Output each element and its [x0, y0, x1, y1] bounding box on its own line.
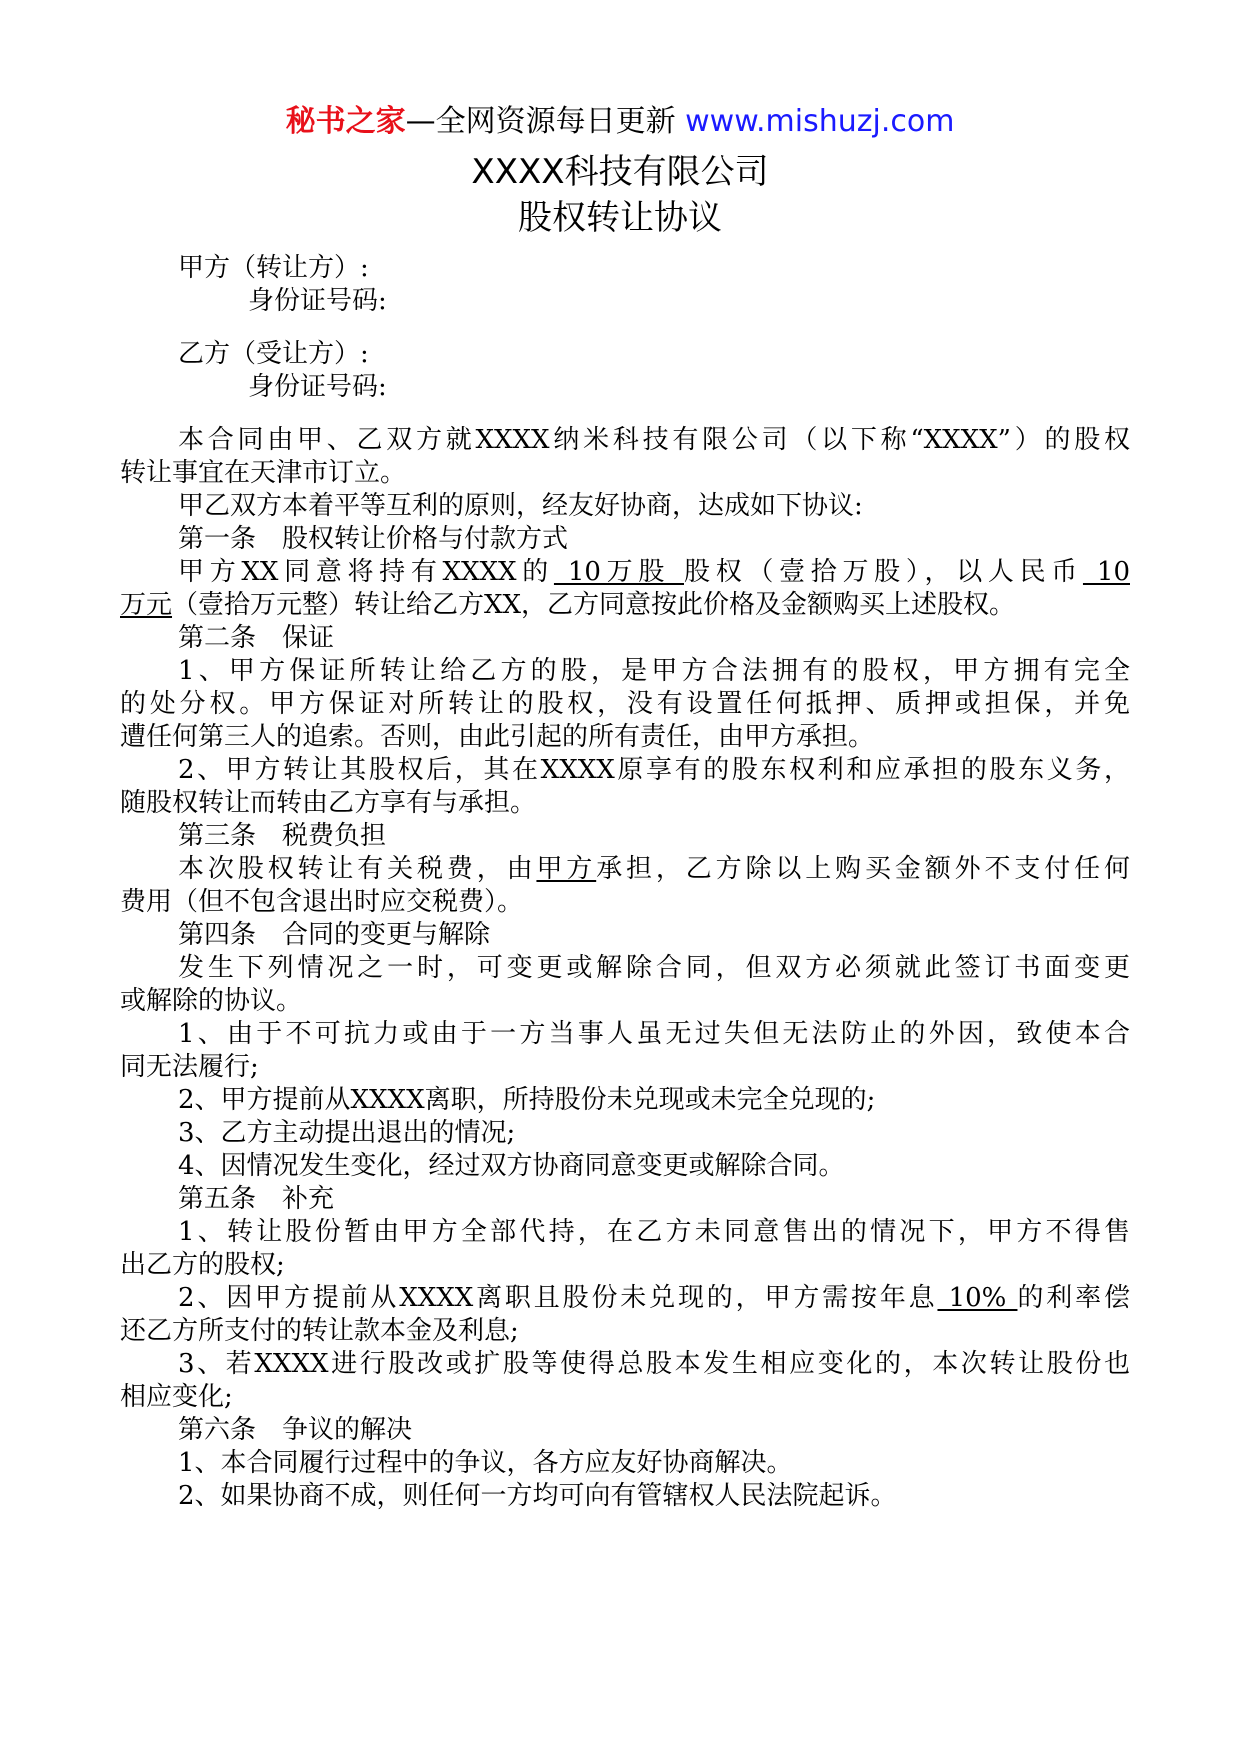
shares-value: 10万股: [553, 557, 684, 587]
interest-rate-value: 10%: [937, 1283, 1018, 1313]
intro-line-2: 转让事宜在天津市订立。: [120, 458, 407, 488]
agreement-body: [120, 252, 1130, 1513]
article-6-clause-1: 1、本合同履行过程中的争议，各方应友好协商解决。: [178, 1448, 793, 1478]
article-5-clause-2-text-a: 2、因甲方提前从XXXX离职且股份未兑现的，甲方需按年息: [178, 1283, 938, 1313]
article-2-clause-1-line-2: 的处分权。甲方保证对所转让的股权，没有设置任何抵押、质押或担保，并免: [120, 689, 1130, 719]
company-title: XXXX科技有限公司: [471, 152, 769, 192]
party-b-id-field: 身份证号码:: [248, 372, 387, 402]
article-6-heading: 第六条 争议的解决: [178, 1415, 413, 1445]
article-1-text-a: 甲方XX同意将持有XXXX的: [178, 557, 554, 587]
intro-line-1: 本合同由甲、乙双方就XXXX纳米科技有限公司（以下称“XXXX”）的股权: [178, 425, 1130, 455]
article-5-heading: 第五条 补充: [178, 1184, 335, 1214]
article-4-clause-1-line-1: 1、由于不可抗力或由于一方当事人虽无过失但无法防止的外因，致使本合: [178, 1019, 1130, 1049]
article-3-text-b: 承担，乙方除以上购买金额外不支付任何: [596, 854, 1130, 884]
article-1-line-1: [120, 556, 1130, 589]
banner-slogan: —全网资源每日更新: [405, 104, 676, 139]
article-4-line-1: 发生下列情况之一时，可变更或解除合同，但双方必须就此签订书面变更: [178, 953, 1130, 983]
party-a-label: 甲方（转让方）:: [178, 253, 369, 283]
article-4-clause-3: 3、乙方主动提出退出的情况;: [178, 1118, 516, 1148]
banner-brand: 秘书之家: [285, 104, 406, 139]
article-3-line-1: [120, 853, 1130, 886]
article-3-text-a: 本次股权转让有关税费，由: [178, 854, 537, 884]
article-2-clause-1-line-3: 遭任何第三人的追索。否则，由此引起的所有责任，由甲方承担。: [120, 722, 875, 752]
article-5-clause-3-line-2: 相应变化;: [120, 1382, 233, 1412]
article-4-heading: 第四条 合同的变更与解除: [178, 920, 491, 950]
article-1-line-2: [120, 589, 1130, 622]
article-5-clause-3-line-1: 3、若XXXX进行股改或扩股等使得总股本发生相应变化的，本次转让股份也: [178, 1349, 1130, 1379]
party-a-id-field: 身份证号码:: [248, 286, 387, 316]
party-b-label: 乙方（受让方）:: [178, 339, 369, 369]
article-1-heading: 第一条 股权转让价格与付款方式: [178, 524, 569, 554]
article-1-text-b: 股权（壹拾万股），以人民币: [684, 557, 1083, 587]
article-4-clause-2: 2、甲方提前从XXXX离职，所持股份未兑现或未完全兑现的;: [178, 1085, 876, 1115]
site-banner: [0, 100, 1240, 144]
article-4-clause-1-line-2: 同无法履行;: [120, 1052, 259, 1082]
intro-line-3: 甲乙双方本着平等互利的原则，经友好协商，达成如下协议:: [178, 491, 863, 521]
article-2-clause-2-line-1: 2、甲方转让其股权后，其在XXXX原享有的股东权利和应承担的股东义务，: [178, 755, 1130, 785]
banner-url-link[interactable]: www.mishuzj.com: [685, 104, 955, 139]
tax-party-value: 甲方: [536, 854, 597, 884]
article-3-line-2: 费用（但不包含退出时应交税费）。: [120, 887, 524, 917]
article-2-clause-2-line-2: 随股权转让而转由乙方享有与承担。: [120, 788, 537, 818]
article-5-clause-1-line-2: 出乙方的股权;: [120, 1250, 285, 1280]
article-5-clause-2-line-2: 还乙方所支付的转让款本金及利息;: [120, 1316, 519, 1346]
article-6-clause-2: 2、如果协商不成，则任何一方均可向有管辖权人民法院起诉。: [178, 1481, 897, 1511]
article-5-clause-1-line-1: 1、转让股份暂由甲方全部代持，在乙方未同意售出的情况下，甲方不得售: [178, 1217, 1130, 1247]
article-4-clause-4: 4、因情况发生变化，经过双方协商同意变更或解除合同。: [178, 1151, 845, 1181]
article-2-heading: 第二条 保证: [178, 623, 335, 653]
article-4-line-2: 或解除的协议。: [120, 986, 303, 1016]
article-2-clause-1-line-1: 1、甲方保证所转让给乙方的股，是甲方合法拥有的股权，甲方拥有完全: [178, 656, 1130, 686]
document-title: 股权转让协议: [518, 198, 722, 238]
article-5-clause-2-line-1: [120, 1282, 1130, 1315]
amount-value-part-2: 万元: [120, 590, 173, 620]
article-3-heading: 第三条 税费负担: [178, 821, 387, 851]
amount-value-part-1: 10: [1082, 557, 1130, 587]
article-5-clause-2-text-b: 的利率偿: [1017, 1283, 1130, 1313]
article-1-text-c: （壹拾万元整）转让给乙方XX，乙方同意按此价格及金额购买上述股权。: [172, 590, 1016, 620]
